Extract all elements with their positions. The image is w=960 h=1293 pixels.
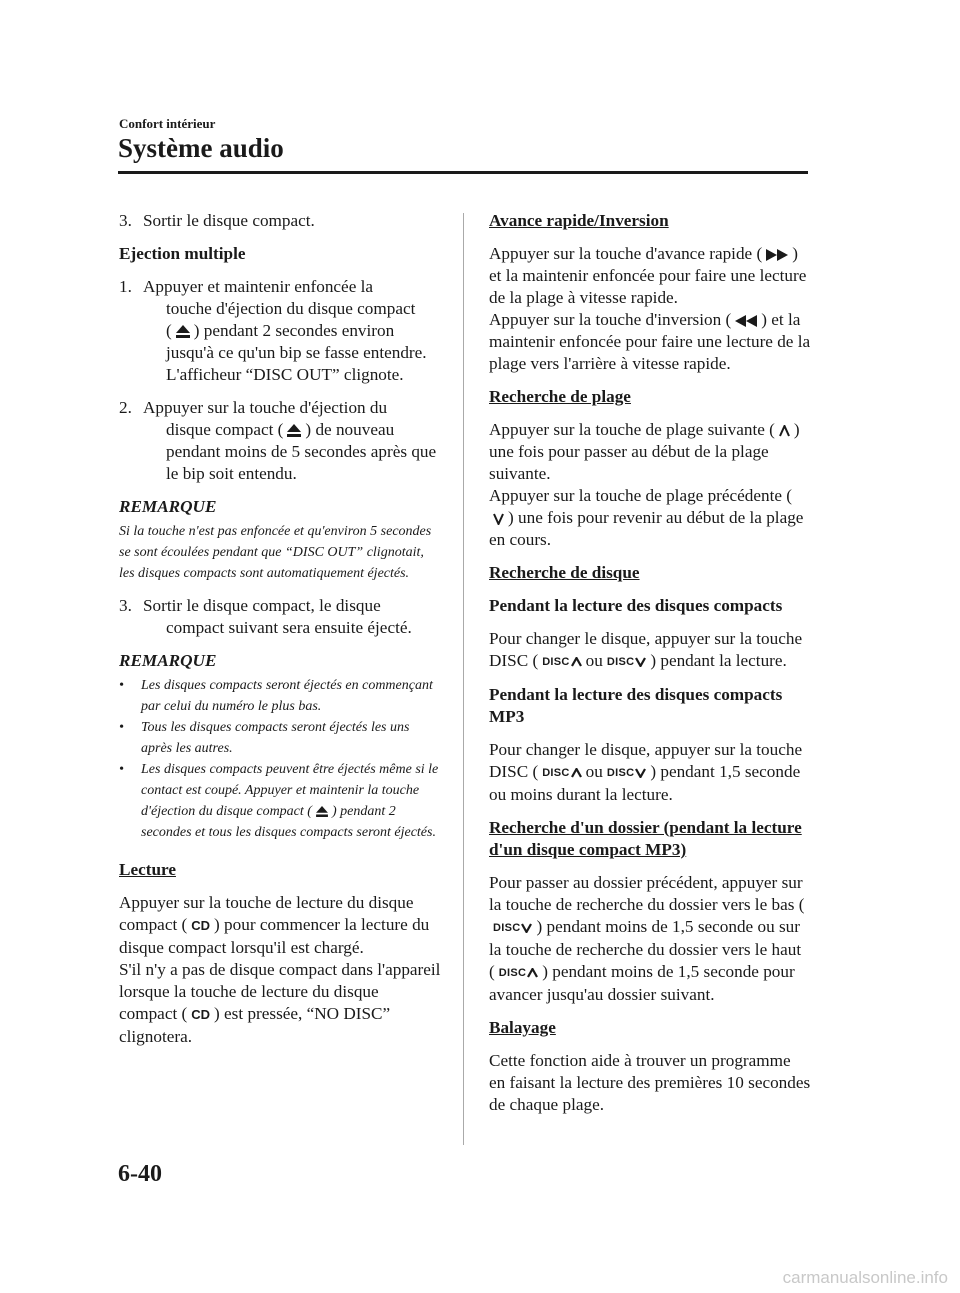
cd-disc-paragraph: Pour changer le disque, appuyer sur la touche DISC ( DISC ou DISC ) pendant la lecture. <box>489 628 811 673</box>
page-number: 6-40 <box>118 1161 162 1187</box>
note-heading: REMARQUE <box>119 497 217 516</box>
disc-search-heading: Recherche de disque <box>489 563 640 582</box>
note-bullet: • Tous les disques compacts seront éjectés les uns après les autres. <box>119 720 410 756</box>
step-3-remove-next-disc: 3. Sortir le disque compact, le disque compact suivant sera ensuite éjecté. <box>119 596 412 637</box>
eject-icon <box>287 424 301 437</box>
disc-down-icon: DISC <box>607 762 646 784</box>
lecture-paragraph: Appuyer sur la touche de lecture du disque compact ( CD ) pour commencer la lecture du disque compact lorsqu'il est chargé. <box>119 893 430 957</box>
left-column <box>119 210 441 1048</box>
cd-play-icon: CD <box>191 918 211 933</box>
lecture-heading: Lecture <box>119 860 176 879</box>
note-bullet: • Les disques compacts seront éjectés en commençant par celui du numéro le plus bas. <box>119 678 433 714</box>
track-search-heading: Recherche de plage <box>489 387 631 406</box>
reverse-icon <box>735 315 757 327</box>
step-1-hold-eject: 1. Appuyer et maintenir enfoncée la touche d'éjection du disque compact ( ) pendant 2 secondes environ jusqu'à ce qu'un bip se fasse entendre. L'afficheur “DISC OUT” clignote. <box>119 277 427 384</box>
eject-icon <box>176 325 190 338</box>
column-divider <box>463 213 464 1145</box>
eject-icon <box>316 806 328 817</box>
lecture-paragraph-2: S'il n'y a pas de disque compact dans l'appareil lorsque la touche de lecture du disque compact ( CD ) est pressée, “NO DISC” clignotera. <box>119 960 441 1046</box>
disc-up-icon: DISC <box>499 962 538 984</box>
folder-search-paragraph: Pour passer au dossier précédent, appuyer sur la touche de recherche du dossier vers le bas ( DISC ) pendant moins de 1,5 seconde ou sur la touche de recherche du dossier vers le haut ( DISC ) pendant moins de 1,5 seconde pour avancer jusqu'au dossier suivant. <box>489 873 805 1004</box>
note-text: Si la touche n'est pas enfoncée et qu'environ 5 secondes se sont écoulées pendant que “DISC OUT” clignotait, les disques compacts sont automatiquement éjectés. <box>119 524 432 581</box>
multi-eject-heading: Ejection multiple <box>119 244 246 263</box>
folder-search-heading: Recherche d'un dossier (pendant la lecture d'un disque compact MP3) <box>489 818 802 859</box>
disc-up-icon: DISC <box>542 651 581 673</box>
reverse-paragraph: Appuyer sur la touche d'inversion ( ) et la maintenir enfoncée pour faire une lecture de la plage vers l'arrière à vitesse rapide. <box>489 310 811 373</box>
chevron-up-icon <box>779 425 790 437</box>
title-rule <box>118 171 808 174</box>
disc-down-icon: DISC <box>607 651 646 673</box>
track-next-paragraph: Appuyer sur la touche de plage suivante ( ) une fois pour passer au début de la plage suivante. <box>489 420 800 483</box>
note-bullet-list <box>119 675 441 843</box>
cd-subheading: Pendant la lecture des disques compacts <box>489 596 783 615</box>
cd-play-icon: CD <box>191 1007 211 1022</box>
scan-paragraph: Cette fonction aide à trouver un programme en faisant la lecture des premières 10 secondes de chaque plage. <box>489 1051 811 1114</box>
step-3-remove-disc: 3. Sortir le disque compact. <box>119 211 315 230</box>
mp3-disc-paragraph: Pour changer le disque, appuyer sur la touche DISC ( DISC ou DISC ) pendant 1,5 seconde ou moins durant la lecture. <box>489 740 803 804</box>
page-title: Système audio <box>118 133 284 163</box>
section-label: Confort intérieur <box>119 116 216 131</box>
disc-down-icon: DISC <box>493 917 532 939</box>
note-bullet: • Les disques compacts peuvent être éjectés même si le contact est coupé. Appuyer et maintenir la touche d'éjection du disque compact ( ) pendant 2 secondes et tous les disques compacts seront éjectés. <box>119 762 439 840</box>
right-column <box>489 210 811 1116</box>
fast-forward-paragraph: Appuyer sur la touche d'avance rapide ( ) et la maintenir enfoncée pour faire une lecture de la plage à vitesse rapide. <box>489 244 807 307</box>
disc-up-icon: DISC <box>542 762 581 784</box>
track-prev-paragraph: Appuyer sur la touche de plage précédente ( ) une fois pour revenir au début de la plage en cours. <box>489 486 804 549</box>
fast-forward-icon <box>766 249 788 261</box>
chevron-down-icon <box>493 513 504 525</box>
scan-heading: Balayage <box>489 1018 556 1037</box>
step-2-press-eject-again: 2. Appuyer sur la touche d'éjection du disque compact ( ) de nouveau pendant moins de 5 secondes après que le bip soit entendu. <box>119 398 437 483</box>
mp3-subheading: Pendant la lecture des disques compacts MP3 <box>489 685 783 726</box>
watermark: carmanualsonline.info <box>782 1268 948 1287</box>
fast-forward-heading: Avance rapide/Inversion <box>489 211 669 230</box>
note-heading: REMARQUE <box>119 651 217 670</box>
